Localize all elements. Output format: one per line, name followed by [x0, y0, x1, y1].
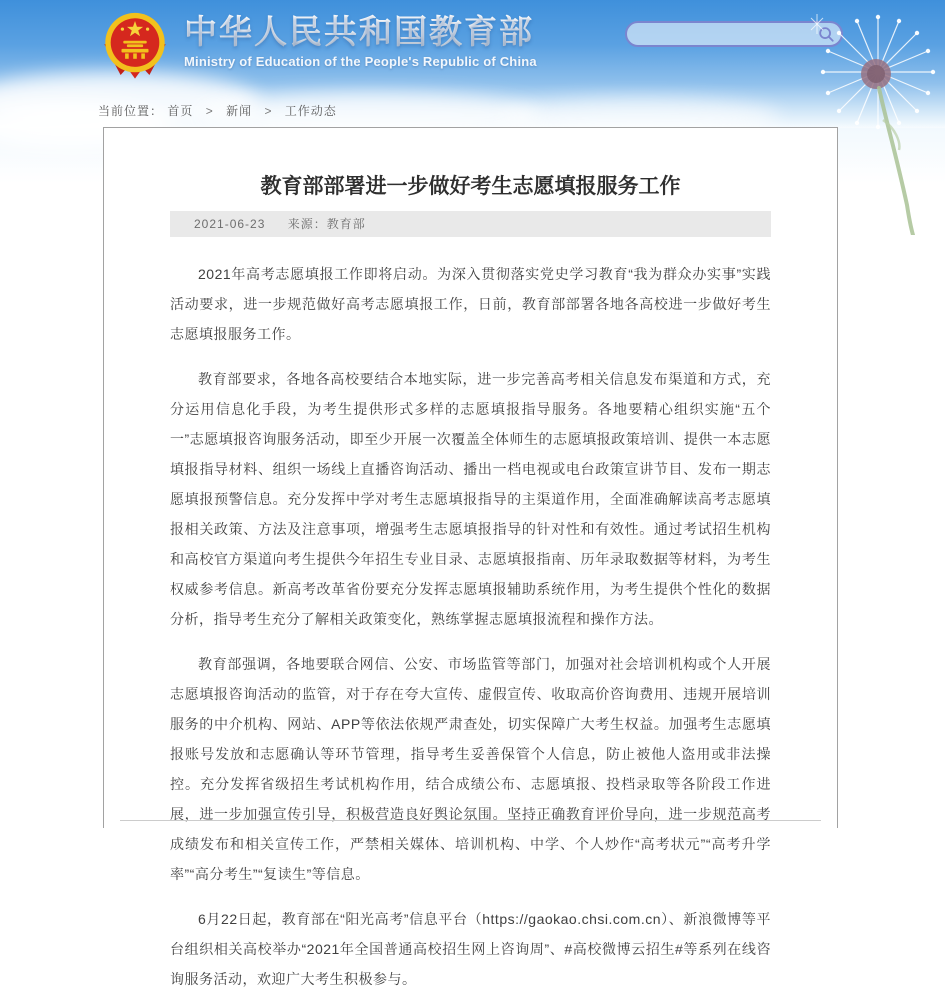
- breadcrumb-news-link[interactable]: 新闻: [226, 104, 253, 118]
- article-paragraph: 教育部强调，各地要联合网信、公安、市场监管等部门，加强对社会培训机构或个人开展志愿填报咨询活动的监管，对于存在夸大宣传、虚假宣传、收取高价咨询费用、违规开展培训服务的中介机构、网站、APP等依法依规严肃查处，切实保障广大考生权益。加强考生志愿填报账号发放和志愿确认等环节管理，指导考生妥善保管个人信息，防止被他人盗用或非法操控。充分发挥省级招生考试机构作用，结合成绩公布、志愿填报、投档录取等各阶段工作进展，进一步加强宣传引导，积极营造良好舆论氛围。坚持正确教育评价导向，进一步规范高考成绩发布和相关宣传工作，严禁相关媒体、培训机构、中学、个人炒作“高考状元”“高考升学率”“高分考生”“复读生”等信息。: [170, 656, 771, 882]
- article-paragraph: 6月22日起，教育部在“阳光高考”信息平台（https://gaokao.chsi.com.cn）、新浪微博等平台组织相关高校举办“2021年全国普通高校招生网上咨询周”、#高校微博云招生#等系列在线咨询服务活动，欢迎广大考生积极参与。: [170, 911, 771, 987]
- article-meta-bar: [170, 211, 771, 237]
- site-title: 中华人民共和国教育部: [184, 13, 537, 51]
- article-source: 来源：教育部: [287, 217, 366, 231]
- search-input[interactable]: [627, 25, 817, 43]
- breadcrumb-home-link[interactable]: 首页: [167, 104, 194, 118]
- search-box[interactable]: [625, 21, 843, 47]
- search-icon[interactable]: [817, 25, 835, 43]
- breadcrumb-separator: >: [264, 104, 273, 118]
- article-body: [170, 259, 771, 994]
- breadcrumb: [98, 102, 337, 119]
- site-subtitle: Ministry of Education of the People's Republic of China: [184, 54, 537, 69]
- article-paragraph: 2021年高考志愿填报工作即将启动。为深入贯彻落实党史学习教育“我为群众办实事”实践活动要求，进一步规范做好高考志愿填报工作，日前，教育部部署各地各高校进一步做好考生志愿填报服务工作。: [170, 266, 771, 342]
- national-emblem-icon: [99, 7, 171, 89]
- breadcrumb-separator: >: [205, 104, 214, 118]
- article-title: 教育部部署进一步做好考生志愿填报服务工作: [260, 175, 681, 198]
- article-panel: [103, 127, 838, 987]
- breadcrumb-worknews-link[interactable]: 工作动态: [284, 104, 337, 118]
- article-date: 2021-06-23: [194, 217, 266, 231]
- breadcrumb-label: 当前位置：: [98, 104, 164, 118]
- article-bottom-divider: [120, 820, 821, 821]
- article-paragraph: 教育部要求，各地各高校要结合本地实际，进一步完善高考相关信息发布渠道和方式，充分运用信息化手段，为考生提供形式多样的志愿填报指导服务。各地要精心组织实施“五个一”志愿填报咨询服务活动，即至少开展一次覆盖全体师生的志愿填报政策培训、提供一本志愿填报指导材料、组织一场线上直播咨询活动、播出一档电视或电台政策宣讲节目、发布一期志愿填报预警信息。充分发挥中学对考生志愿填报指导的主渠道作用，全面准确解读高考志愿填报相关政策、方法及注意事项，增强考生志愿填报指导的针对性和有效性。通过考试招生机构和高校官方渠道向考生提供今年招生专业目录、志愿填报指南、历年录取数据等材料，为考生权威参考信息。新高考改革省份要充分发挥志愿填报辅助系统作用，为考生提供个性化的数据分析，指导考生充分了解相关政策变化，熟练掌握志愿填报流程和操作方法。: [170, 371, 771, 627]
